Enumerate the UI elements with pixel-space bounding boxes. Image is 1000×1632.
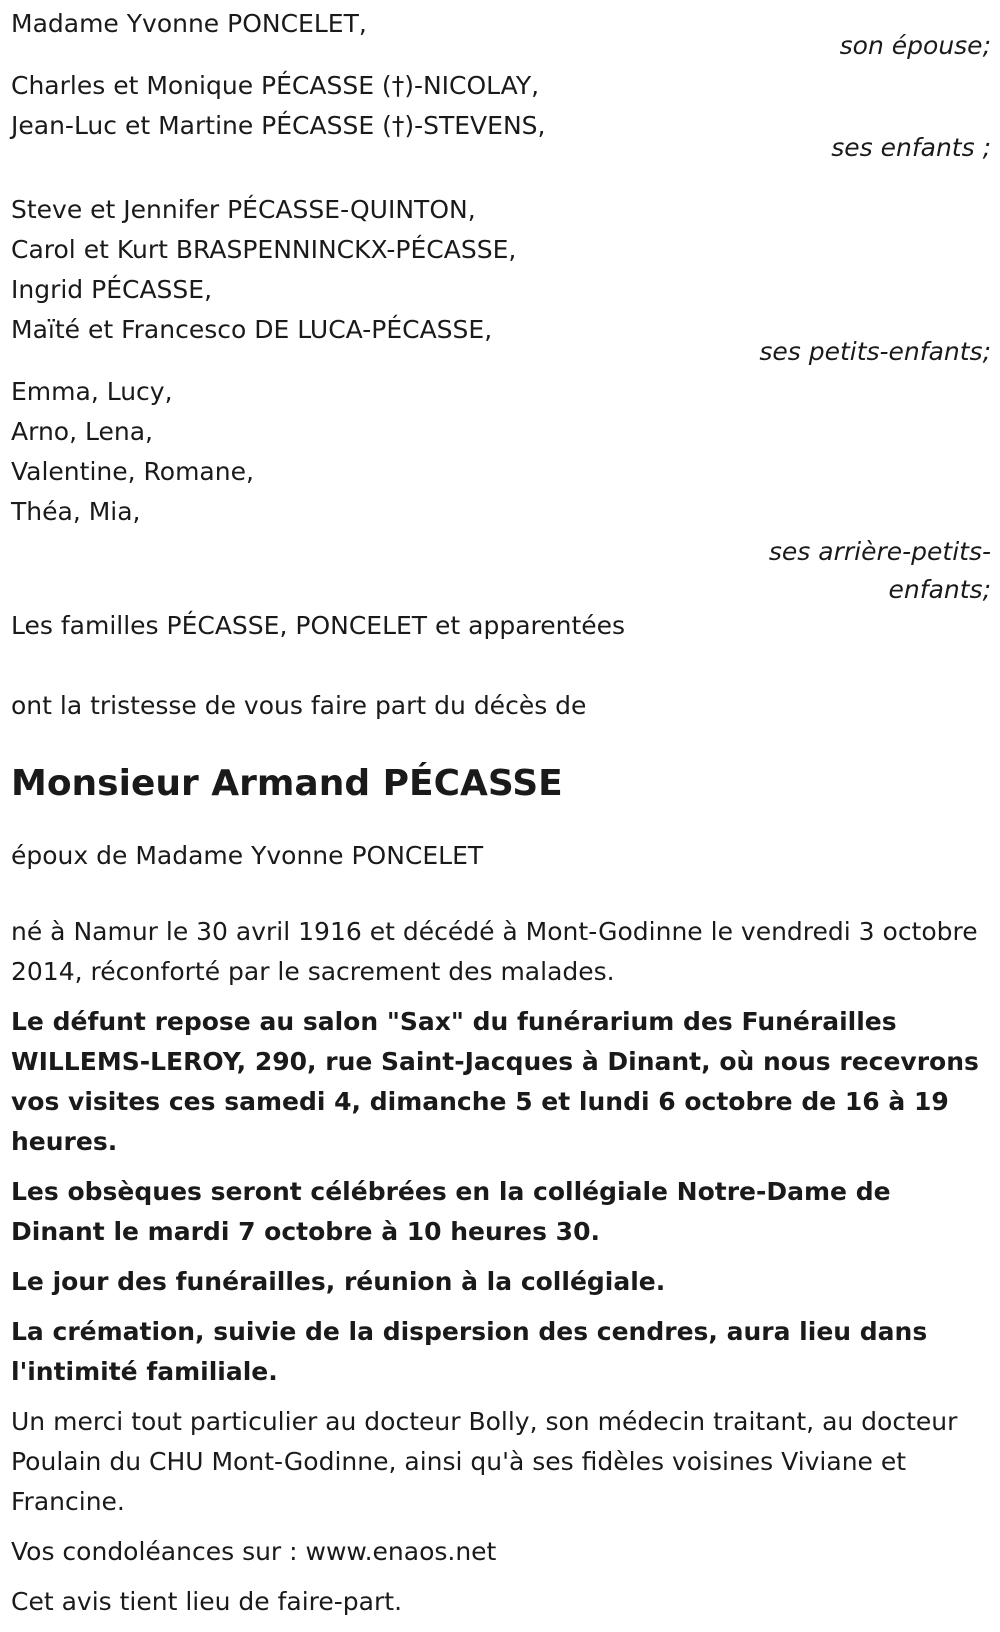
great-grandchild-name: Emma, Lucy, [11,377,173,406]
deceased-name: Monsieur Armand PÉCASSE [11,763,563,804]
grandchild-name: Carol et Kurt BRASPENNINCKX-PÉCASSE, [11,235,517,264]
spouse-of: époux de Madame Yvonne PONCELET [11,841,484,870]
great-grandchild-name: Valentine, Romane, [11,457,254,486]
funeral-paragraph: Les obsèques seront célébrées en la collégiale Notre-Dame de Dinant le mardi 7 octobre à 10 heures 30. [11,1177,891,1246]
grandchild-name: Maïté et Francesco DE LUCA-PÉCASSE, [11,315,493,344]
gathering-paragraph: Le jour des funérailles, réunion à la collégiale. [11,1267,666,1296]
birth-death-paragraph: né à Namur le 30 avril 1916 et décédé à Mont-Godinne le vendredi 3 octobre 2014, réconforté par le sacrement des malades. [11,917,978,986]
grandchildren-role: ses petits-enfants; [759,337,991,366]
great-grandchild-name: Arno, Lena, [11,417,153,446]
grandchild-name: Steve et Jennifer PÉCASSE-QUINTON, [11,195,476,224]
great-grandchildren-role: ses arrière-petits- [768,537,991,566]
child-name: Jean-Luc et Martine PÉCASSE (†)-STEVENS, [11,111,546,140]
children-role: ses enfants ; [831,133,991,162]
spouse-name: Madame Yvonne PONCELET, [11,9,367,38]
thanks-paragraph: Un merci tout particulier au docteur Bolly, son médecin traitant, au docteur Poulain du CHU Mont-Godinne, ainsi qu'à ses fidèles voisines Viviane et Francine. [11,1407,958,1516]
cremation-paragraph: La crémation, suivie de la dispersion des cendres, aura lieu dans l'intimité familiale. [11,1317,928,1386]
grandchild-name: Ingrid PÉCASSE, [11,275,213,304]
spouse-role: son épouse; [839,31,991,60]
great-grandchild-name: Théa, Mia, [11,497,141,526]
condolences-line: Vos condoléances sur : www.enaos.net [11,1537,497,1566]
families-line: Les familles PÉCASSE, PONCELET et apparentées [11,611,626,640]
child-name: Charles et Monique PÉCASSE (†)-NICOLAY, [11,71,540,100]
announcement: ont la tristesse de vous faire part du décès de [11,691,587,720]
obituary-notice [11,4,991,1632]
closing-line: Cet avis tient lieu de faire-part. [11,1587,403,1616]
great-grandchildren-role-cont: enfants; [888,575,991,604]
visitation-paragraph: Le défunt repose au salon "Sax" du funérarium des Funérailles WILLEMS-LEROY, 290, rue Saint-Jacques à Dinant, où nous recevrons vos visites ces samedi 4, dimanche 5 et lundi 6 octobre de 16 à 19 heures. [11,1007,979,1156]
